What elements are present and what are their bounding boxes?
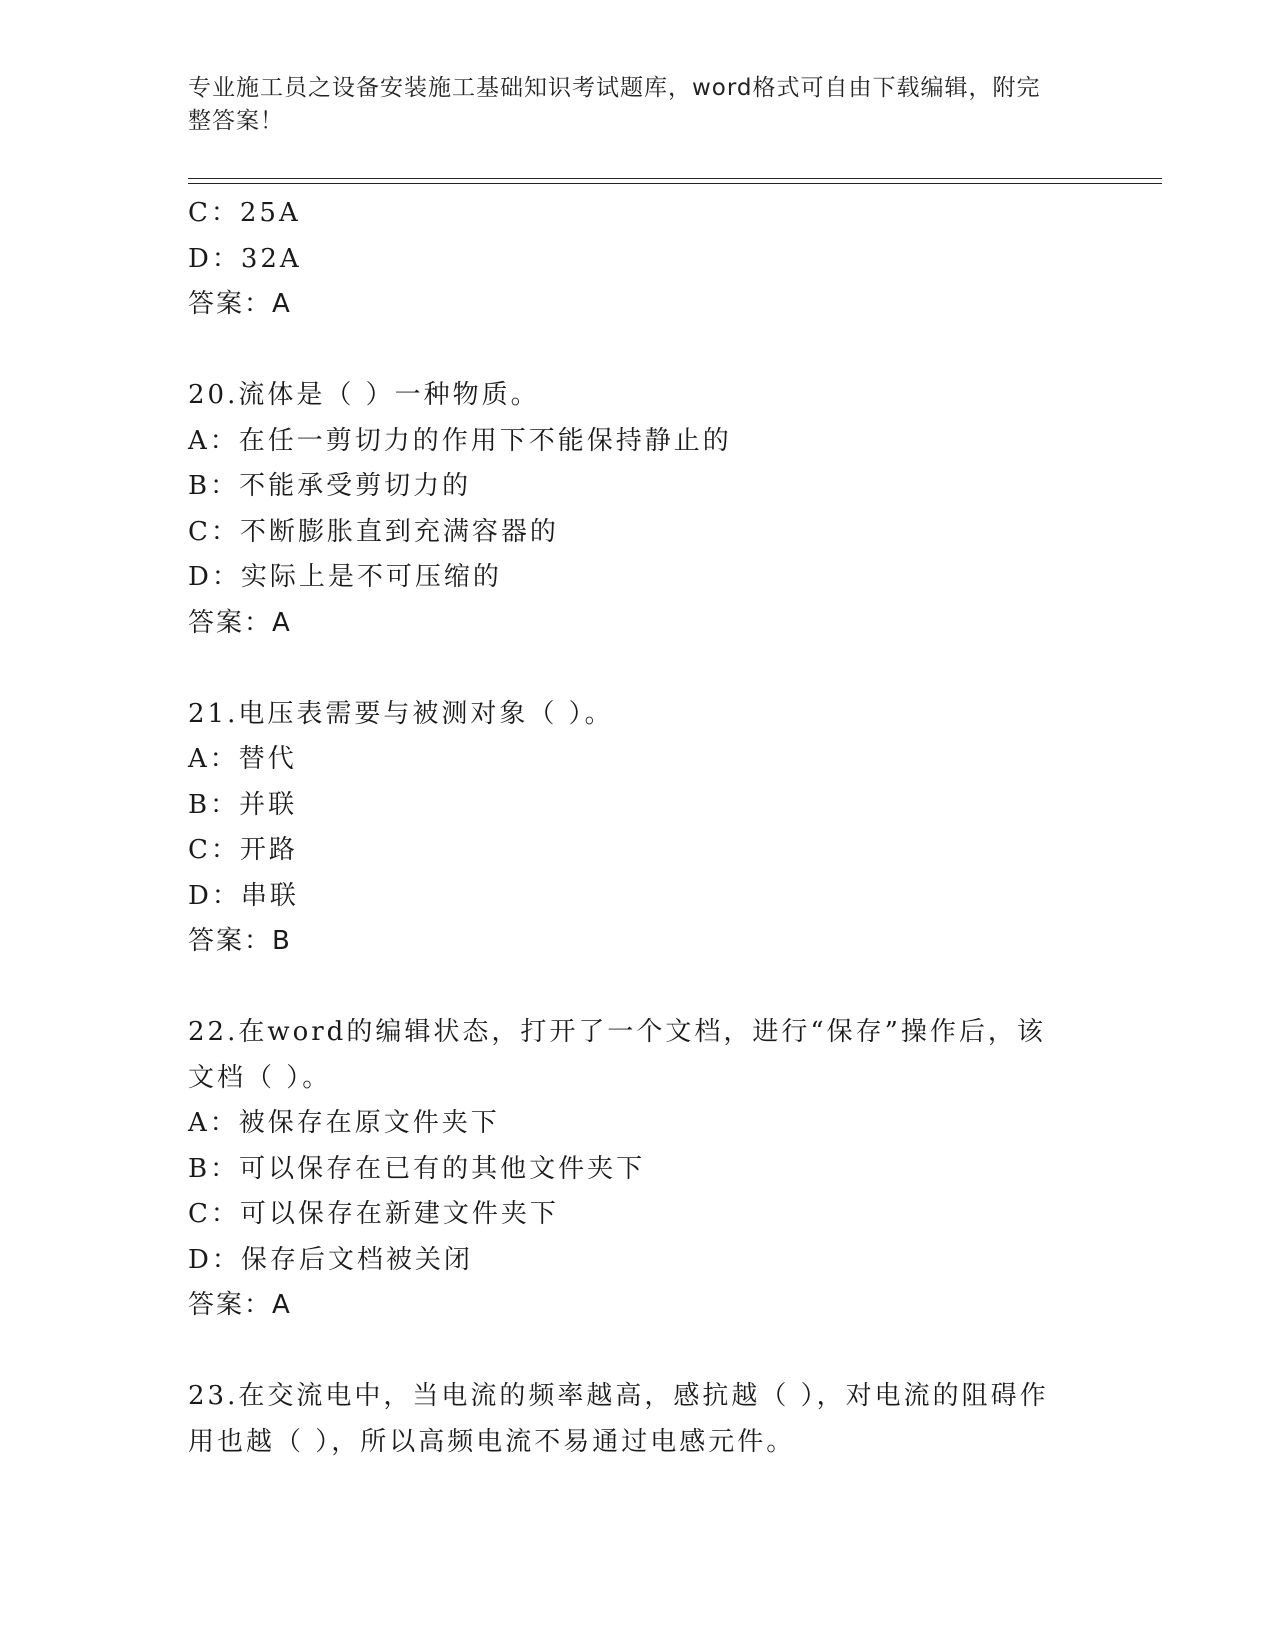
option-a: A：替代 (188, 744, 297, 774)
answer-text: 答案：A (188, 607, 292, 638)
header-rule-bottom (188, 183, 1162, 184)
option-c: C：不断膨胀直到充满容器的 (188, 516, 559, 547)
question-block-21 (188, 692, 1088, 965)
header-rule-top (188, 178, 1162, 179)
option-d: D：32A (188, 243, 302, 274)
question-text: 20.流体是（ ）一种物质。 (188, 380, 540, 410)
header-line-1: 专业施工员之设备安装施工基础知识考试题库，word格式可自由下载编辑，附完 (188, 75, 1041, 101)
question-block-22 (188, 1010, 1088, 1329)
question-block-prev (188, 191, 1088, 328)
question-block-20 (188, 373, 1088, 646)
spacer (188, 965, 1088, 1011)
option-c: C：可以保存在新建文件夹下 (188, 1199, 559, 1229)
option-d: D：实际上是不可压缩的 (188, 562, 502, 592)
option-d: D：保存后文档被关闭 (188, 1244, 473, 1275)
page-header (188, 72, 1068, 138)
answer-text: 答案：A (188, 289, 292, 319)
option-b: B：不能承受剪切力的 (188, 471, 472, 501)
header-line-2: 整答案！ (188, 108, 284, 134)
question-text-line-2: 文档（ ）。 (188, 1062, 332, 1093)
option-a: A：被保存在原文件夹下 (188, 1108, 500, 1138)
option-d: D：串联 (188, 880, 299, 911)
question-list (188, 191, 1088, 1465)
option-c: C：25A (188, 198, 301, 228)
answer-text: 答案：B (188, 926, 292, 956)
spacer (188, 328, 1088, 374)
option-a: A：在任一剪切力的作用下不能保持静止的 (188, 425, 732, 456)
question-block-23 (188, 1374, 1088, 1465)
option-c: C：开路 (188, 835, 298, 865)
spacer (188, 646, 1088, 692)
option-b: B：并联 (188, 789, 298, 820)
option-b: B：可以保存在已有的其他文件夹下 (188, 1153, 646, 1184)
question-text-line-1: 22.在word的编辑状态，打开了一个文档，进行“保存”操作后，该 (188, 1017, 1046, 1047)
question-text: 21.电压表需要与被测对象（ ）。 (188, 698, 614, 729)
question-text-line-1: 23.在交流电中，当电流的频率越高，感抗越（ ），对电流的阻碍作 (188, 1381, 1049, 1411)
question-text-line-2: 用也越（ ），所以高频电流不易通过电感元件。 (188, 1426, 796, 1457)
answer-text: 答案：A (188, 1290, 292, 1320)
spacer (188, 1329, 1088, 1375)
